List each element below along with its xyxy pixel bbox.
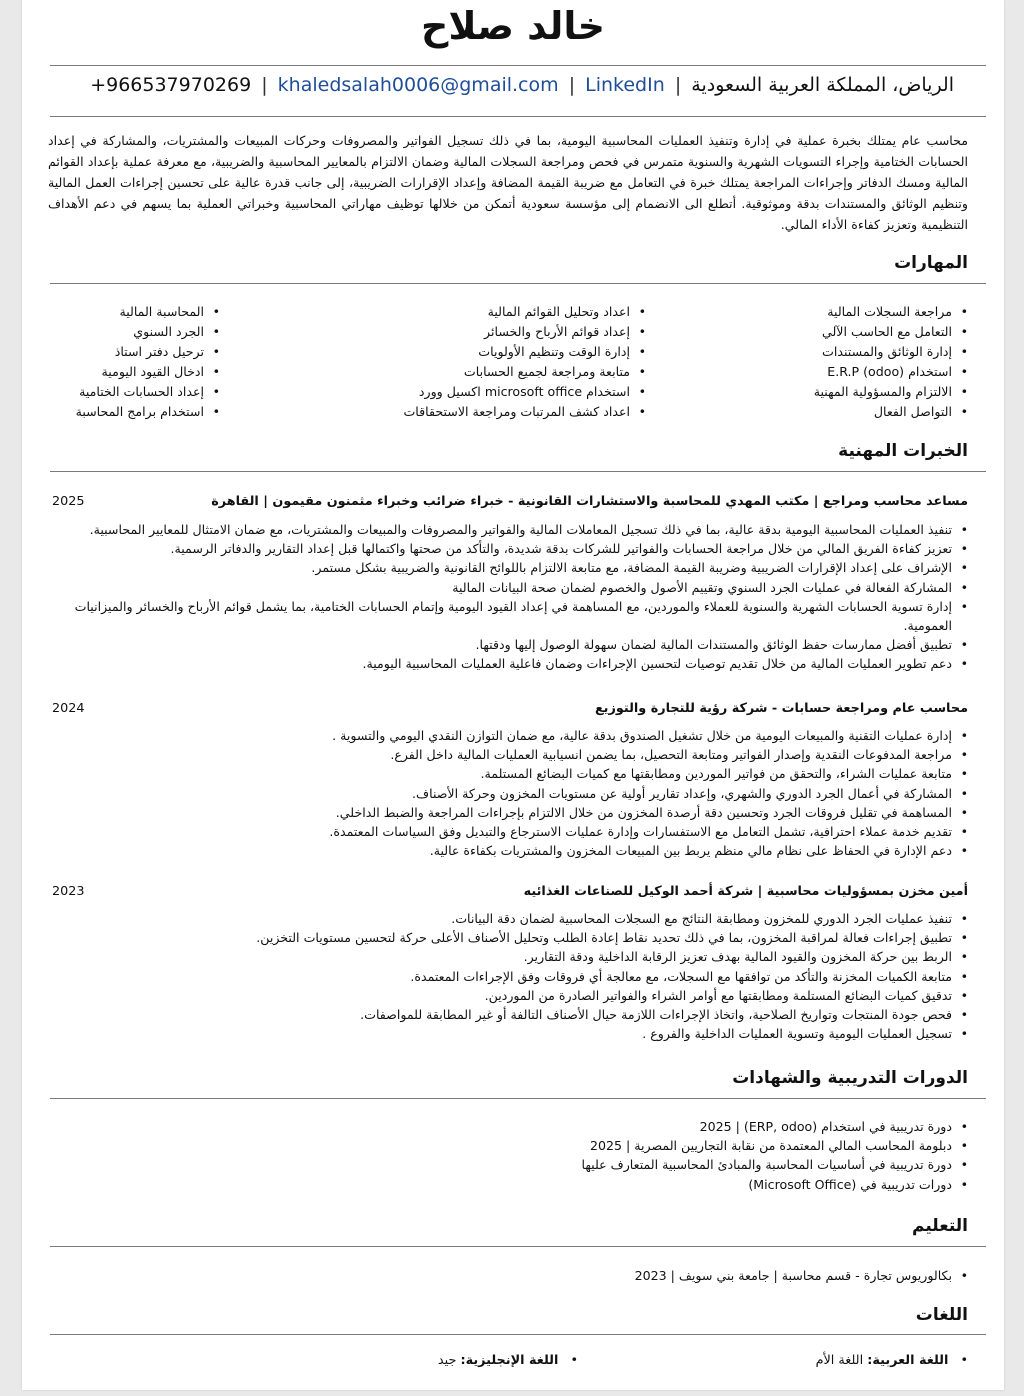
candidate-name: خالد صلاح (420, 4, 606, 48)
list-item: • دعم الإدارة في الحفاظ على نظام مالي منظم يربط بين المبيعات المخزون والمشتريات بكفاءة عالية. (52, 841, 968, 860)
list-item: • المساهمة في تقليل فروقات الجرد وتحسين دقة أرصدة المخزون من خلال الالتزام بإجراءات المراجعة والضبط الداخلي. (52, 803, 968, 822)
section-title-courses: الدورات التدريبية والشهادات (732, 1068, 968, 1088)
skills-column-1 (678, 302, 968, 422)
list-item: • متابعة عمليات الشراء، والتحقق من فواتير الموردين ومطابقتها مع كميات البضائع المستلمة. (52, 764, 968, 783)
job-title: مساعد محاسب ومراجع | مكتب المهدي للمحاسبة والاستشارات القانونية - خبراء ضرائب وخبراء مثمنون مقيمون | القاهرة (211, 494, 968, 509)
job-header (52, 701, 968, 721)
list-item: • تنفيذ العمليات المحاسبية اليومية بدقة عالية، بما في ذلك تسجيل المعاملات المالية والفواتير والمصروفات والمبيعات والمشتريات، مع ضمان الامتثال للمعايير المحاسبية. (52, 520, 968, 539)
list-item: • تعزيز كفاءة الفريق المالي من خلال مراجعة الحسابات والفواتير للشركات بدقة شديدة، والتأكد من صحتها واكتمالها قبل إعداد التقارير والدفاتر الرسمية. (52, 539, 968, 558)
list-item: • تسجيل العمليات اليومية وتسوية العمليات الداخلية والفروع . (52, 1024, 968, 1043)
skill-item: • التعامل مع الحاسب الآلي (678, 322, 968, 342)
job-header (52, 884, 968, 904)
skill-item: • متابعة ومراجعة لجميع الحسابات (346, 362, 646, 382)
skill-item: • استخدام برامج المحاسبة (50, 402, 220, 422)
language-item: • اللغة العربية: اللغة الأم (816, 1353, 968, 1368)
email-link[interactable]: khaledsalah0006@gmail.com (277, 74, 559, 96)
divider (50, 471, 986, 472)
job-title: أمين مخزن بمسؤوليات محاسبية | شركة أحمد الوكيل للصناعات الغذائيه (523, 884, 968, 899)
courses-list (52, 1117, 968, 1194)
list-item: • إدارة تسوية الحسابات الشهرية والسنوية للعملاء والموردين، مع المساهمة في إعداد القيود اليومية وإتمام الحسابات الختامية، بما يشمل قوائم الأرباح والخسائر والميزانيات العمومية. (52, 597, 968, 635)
linkedin-link[interactable]: LinkedIn (585, 74, 665, 96)
list-item: • تقديم خدمة عملاء احترافية، تشمل التعامل مع الاستفسارات وإدارة عمليات الاسترجاع والتبديل وفق السياسات المعتمدة. (52, 822, 968, 841)
skills-column-2 (346, 302, 646, 422)
divider (50, 1334, 986, 1335)
education-list (52, 1266, 968, 1285)
list-item: • بكالوريوس تجارة - قسم محاسبة | جامعة بني سويف | 2023 (52, 1266, 968, 1285)
job-duties (52, 726, 968, 860)
resume-page (22, 0, 1004, 1390)
skill-item: • المحاسبة المالية (50, 302, 220, 322)
job-year: 2025 (52, 494, 85, 509)
skill-item: • الالتزام والمسؤولية المهنية (678, 382, 968, 402)
section-title-education: التعليم (912, 1216, 968, 1236)
list-item: • دورات تدريبية في (Microsoft Office) (52, 1175, 968, 1194)
divider (50, 1246, 986, 1247)
list-item: • المشاركة الفعالة في عمليات الجرد السنوي وتقييم الأصول والخصوم لضمان صحة البيانات المالية (52, 578, 968, 597)
job-year: 2024 (52, 701, 85, 716)
list-item: • الربط بين حركة المخزون والقيود المالية بهدف تعزيز الرقابة الداخلية ودقة التقارير. (52, 947, 968, 966)
skill-item: • اعداد وتحليل القوائم المالية (346, 302, 646, 322)
list-item: • تطبيق إجراءات فعالة لمراقبة المخزون، بما في ذلك تحديد نقاط إعادة الطلب وتحليل الأصناف الأعلى حركة لتحسين مستويات التخزين. (52, 928, 968, 947)
skill-item: • اعداد كشف المرتبات ومراجعة الاستحقاقات (346, 402, 646, 422)
list-item: • دبلومة المحاسب المالي المعتمدة من نقابة التجاريين المصرية | 2025 (52, 1136, 968, 1155)
list-item: • تطبيق أفضل ممارسات حفظ الوثائق والمستندات المالية لضمان سهولة الوصول إليها ودقتها. (52, 635, 968, 654)
skill-item: • الجرد السنوي (50, 322, 220, 342)
skill-item: • استخدام microsoft office اكسيل وورد (346, 382, 646, 402)
list-item: • تدقيق كميات البضائع المستلمة ومطابقتها مع أوامر الشراء والفواتير الصادرة من الموردين. (52, 986, 968, 1005)
job-header (52, 494, 968, 514)
skills-column-3 (50, 302, 220, 422)
list-item: • دورة تدريبية في أساسيات المحاسبة والمبادئ المحاسبية المتعارف عليها (52, 1155, 968, 1174)
skill-item: • استخدام E.R.P (odoo) (678, 362, 968, 382)
job-year: 2023 (52, 884, 85, 899)
list-item: • الإشراف على إعداد الإقرارات الضريبية وضريبة القيمة المضافة، مع متابعة الالتزام باللوائح القانونية والضريبية بشكل مستمر. (52, 558, 968, 577)
location: الرياض، المملكة العربية السعودية (691, 74, 954, 96)
job-duties (52, 909, 968, 1043)
section-title-skills: المهارات (894, 253, 968, 273)
skill-item: • إعداد قوائم الأرباح والخسائر (346, 322, 646, 342)
phone-number[interactable]: +966537970269 (90, 74, 252, 96)
divider (50, 65, 986, 66)
skill-item: • التواصل الفعال (678, 402, 968, 422)
job-title: محاسب عام ومراجعة حسابات - شركة رؤية للتجارة والتوزيع (594, 701, 968, 716)
list-item: • فحص جودة المنتجات وتواريخ الصلاحية، واتخاذ الإجراءات اللازمة حيال الأصناف التالفة أو غير المطابقة للمواصفات. (52, 1005, 968, 1024)
section-title-languages: اللغات (915, 1305, 968, 1325)
list-item: • مراجعة المدفوعات النقدية وإصدار الفواتير ومتابعة التحصيل، بما يضمن انسيابية العمليات المالية داخل الفرع. (52, 745, 968, 764)
divider (50, 116, 986, 117)
list-item: • إدارة عمليات التقنية والمبيعات اليومية من خلال تشغيل الصندوق بدقة عالية، مع ضمان التوازن النقدي اليومي والتسوية . (52, 726, 968, 745)
skill-item: • إدارة الوثائق والمستندات (678, 342, 968, 362)
job-duties (52, 520, 968, 674)
skill-item: • ادخال القيود اليومية (50, 362, 220, 382)
professional-summary: محاسب عام يمتلك بخبرة عملية في إدارة وتنفيذ العمليات المحاسبية اليومية، بما في ذلك تسجيل الفواتير والمصروفات وحركات المبيعات والمشتريات، والمشاركة في إعداد الحسابات الختامية وإجراء التسويات الشهرية والسنوية متمرس في فحص ومراجعة السجلات المالية وضمان الالتزام بالمعايير المحاسبية والضريبية، مع معرفة عملية بإعداد القوائم المالية ومسك الدفاتر وإجراءات المراجعة يمتلك خبرة في التعامل مع ضريبة القيمة المضافة وإعداد الإقرارات الضريبية، إلى جانب قدرة عالية على تحسين إجراءات العمل المالية وتنظيم الوثائق والمستندات بدقة وموثوقية. أتطلع الى الانضمام إلى مؤسسة سعودية أتمكن من خلالها توظيف مهاراتي المحاسبية وخبراتي العملية بما يسهم في دعم الأهداف التنظيمية وتعزيز كفاءة الأداء المالي. (48, 133, 968, 232)
list-item: • دورة تدريبية في استخدام (ERP, odoo) | 2025 (52, 1117, 968, 1136)
section-title-experience: الخبرات المهنية (838, 441, 968, 461)
contact-line: +966537970269 | khaledsalah0006@gmail.com | LinkedIn | الرياض، المملكة العربية السعودية (90, 74, 954, 96)
list-item: • دعم تطوير العمليات المالية من خلال تقديم توصيات لتحسين الإجراءات وضمان فاعلية العمليات المحاسبية اليومية. (52, 654, 968, 673)
language-item: • اللغة الإنجليزية: جيد (438, 1353, 578, 1368)
list-item: • تنفيذ عمليات الجرد الدوري للمخزون ومطابقة النتائج مع السجلات المحاسبية لضمان دقة البيانات. (52, 909, 968, 928)
languages-list (52, 1353, 968, 1375)
skill-item: • إعداد الحسابات الختامية (50, 382, 220, 402)
skill-item: • إدارة الوقت وتنظيم الأولويات (346, 342, 646, 362)
divider (50, 1098, 986, 1099)
skill-item: • ترحيل دفتر استاذ (50, 342, 220, 362)
list-item: • المشاركة في أعمال الجرد الدوري والشهري، وإعداد تقارير أولية عن مستويات المخزون وحركة الأصناف. (52, 784, 968, 803)
list-item: • متابعة الكميات المخزنة والتأكد من توافقها مع السجلات، مع معالجة أي فروقات وفق الإجراءات المعتمدة. (52, 967, 968, 986)
skill-item: • مراجعة السجلات المالية (678, 302, 968, 322)
divider (50, 283, 986, 284)
